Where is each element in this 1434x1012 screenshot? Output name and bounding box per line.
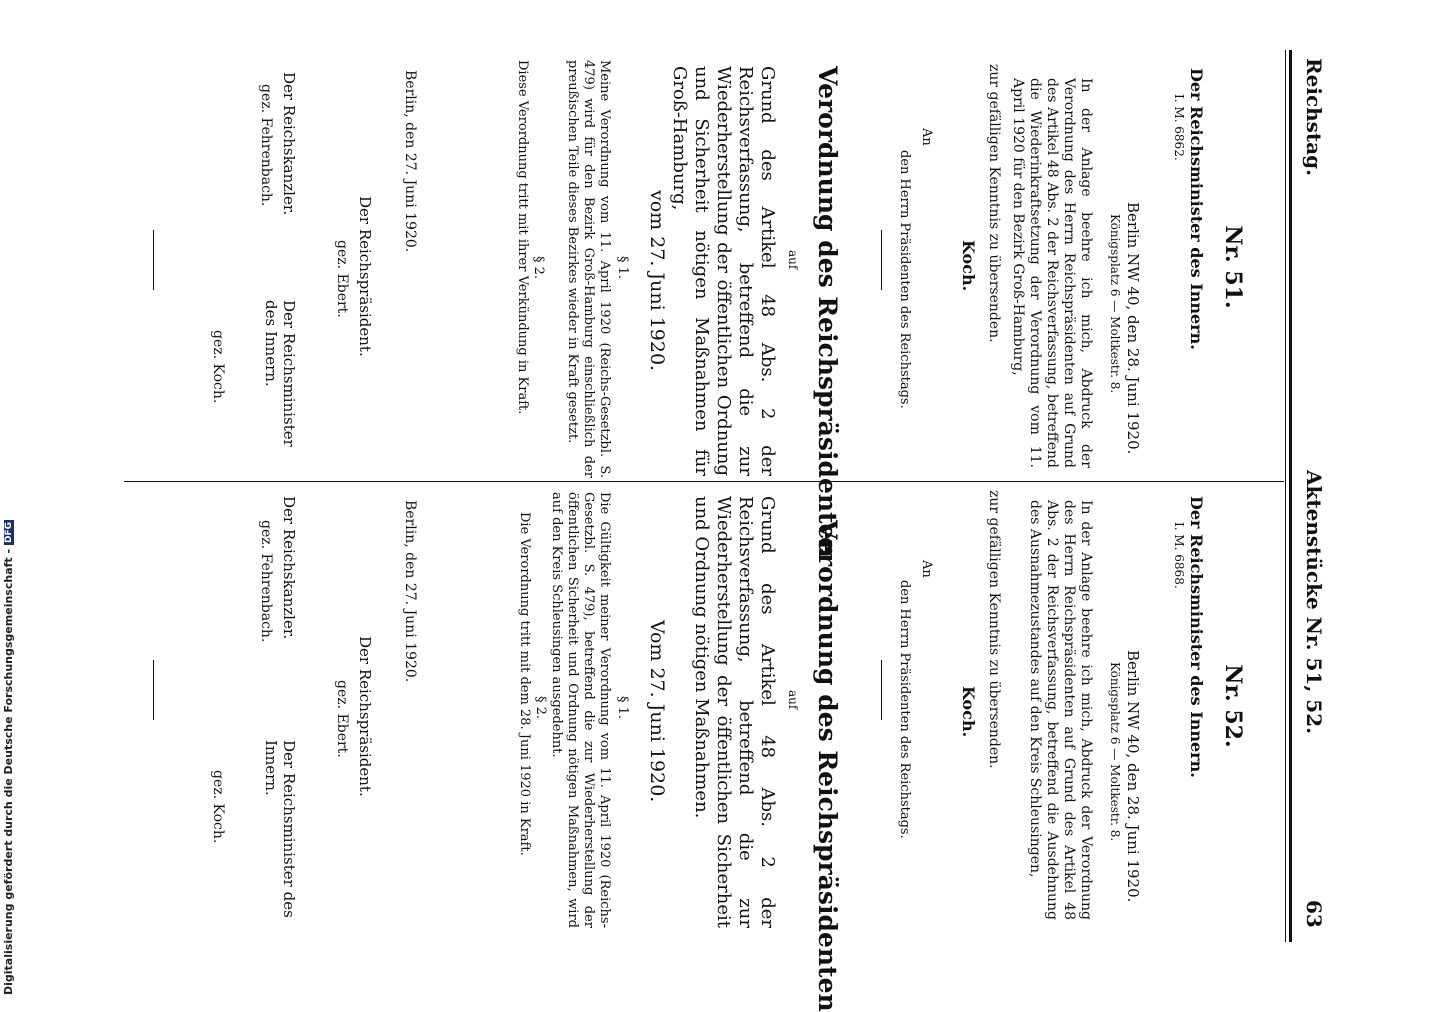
doc51-place-date: Berlin NW 40, den 28. Juni 1920. [1124,202,1142,455]
header-rule-thin [1285,50,1286,942]
doc51-s2-text: Diese Verordnung tritt mit ihrer Verkündung in Kraft. [515,60,530,415]
doc51-s1-text: Meine Verordnung vom 11. April 1920 (Reichs-Gesetzbl. S. 479) wird für den Bezirk Groß-Hamburg einschließlich der preußischen Teile dieses Bezirkes wieder in Kraft gesetzt. [565,60,612,478]
doc51-number: Nr. 51. [1220,225,1246,309]
doc52-decree-title: Verordnung des Reichspräsidenten [813,520,842,1012]
doc52-minister-name: gez. Koch. [210,770,226,844]
doc51-decree-title: Verordnung des Reichspräsidenten [813,66,842,558]
doc51-sign-date: Berlin, den 27. Juni 1920. [402,70,418,253]
doc51-recipient: den Herrn Präsidenten des Reichstags. [897,150,912,409]
doc51-end-mark [153,230,154,290]
doc52-s1-head: § 1. [615,696,630,720]
funding-note-text: Digitalisierung gefördert durch die Deutsche Forschungsgemeinschaft - [2,548,15,995]
doc51-s2-head: § 2. [531,256,546,280]
doc51-to: An [919,128,934,146]
doc51-decree-body: Grund des Artikel 48 Abs. 2 der Reichsverfassung, betreffend die zur Wiederherstellung der öffentlichen Ordnung und Sicherheit nötigen Maßnahmen für Groß-Hamburg, [669,66,778,476]
doc52-president-name: gez. Ebert. [334,680,350,758]
doc51-closing: zur gefälligen Kenntnis zu übersenden. [986,64,1002,343]
doc52-number: Nr. 52. [1220,664,1246,748]
doc51-chancellor-title: Der Reichskanzler. [280,72,298,216]
doc52-signature: Koch. [959,686,978,738]
doc52-president-title: Der Reichspräsident. [356,636,374,797]
doc52-to: An [919,560,934,578]
doc52-sign-date: Berlin, den 27. Juni 1920. [402,500,418,683]
doc52-end-mark [153,660,154,720]
doc52-closing: zur gefälligen Kenntnis zu übersenden. [986,490,1002,769]
doc51-s1-head: § 1. [615,256,630,280]
doc51-ref: I. M. 6862. [1172,94,1186,161]
doc52-separator [881,660,882,720]
doc52-s1-text: Die Gültigkeit meiner Verordnung vom 11. April 1920 (Reichs-Gesetzbl. S. 479), betreffend die zur Wiederherstellung der öffentlichen Sicherheit und Ordnung nötigen Maßnahmen, wird auf den Kreis Schleusingen ausgedehnt. [549,492,612,928]
doc52-place-date: Berlin NW 40, den 28. Juni 1920. [1124,650,1142,903]
doc51-minister-title: Der Reichsminister des Innern. [262,300,298,447]
doc52-chancellor-name: gez. Fehrenbach. [258,520,274,643]
column-divider [124,481,1284,482]
doc52-auf: auf [786,690,800,710]
header-left: Reichstag. [1302,58,1326,177]
doc52-minister-title: Der Reichsminister des Innern. [262,740,298,918]
doc52-s2-head: § 2. [533,696,548,720]
doc51-signature: Koch. [959,240,978,292]
doc51-separator [881,230,882,290]
doc52-decree-body: Grund des Artikel 48 Abs. 2 der Reichsverfassung, betreffend die zur Wiederherstellung der öffentlichen Sicherheit und Ordnung nötigen Maßnahmen. [691,496,778,928]
doc51-auf: auf [786,250,800,270]
doc51-minister-name: gez. Koch. [210,330,226,404]
doc52-intro: In der Anlage beehre ich mich, Abdruck der Verordnung des Herrn Reichspräsidenten auf Grund des Artikel 48 Abs. 2 der Reichsverfassung, betreffend die Ausdehnung des Ausnahmezustandes auf den Kreis Schleusingen, [1026,500,1094,920]
page-number: 63 [1302,900,1326,928]
funding-note [2,520,15,995]
header-rule-thick [1289,50,1292,942]
doc51-chancellor-name: gez. Fehrenbach. [258,84,274,207]
doc52-address: Königsplatz 6 — Moltkestr. 8. [1108,662,1122,842]
doc51-president-title: Der Reichspräsident. [356,196,374,357]
doc52-decree-date: Vom 27. Juni 1920. [646,620,668,803]
doc51-sender: Der Reichsminister des Innern. [1187,68,1206,350]
doc52-chancellor-title: Der Reichskanzler. [280,496,298,640]
doc52-sender: Der Reichsminister des Innern. [1187,496,1206,778]
doc51-address: Königsplatz 6 — Moltkestr. 8. [1108,214,1122,394]
doc52-ref: I. M. 6868. [1172,522,1186,589]
doc51-intro: In der Anlage beehre ich mich, Abdruck der Verordnung des Herrn Reichspräsidenten auf Grund des Artikel 48 Abs. 2 der Reichsverfassung, betreffend die Wiederinkraftsetzung der Verordnung vom 11. April 1920 für den Bezirk Groß-Hamburg, [1009,78,1094,468]
doc51-president-name: gez. Ebert. [334,240,350,318]
header-center: Aktenstücke Nr. 51, 52. [1302,470,1326,735]
doc52-s2-text: Die Verordnung tritt mit dem 28. Juni 1920 in Kraft. [517,512,532,856]
doc51-decree-date: vom 27. Juni 1920. [646,190,668,372]
doc52-recipient: den Herrn Präsidenten des Reichstags. [897,580,912,839]
dfg-logo: DFG [4,521,14,543]
